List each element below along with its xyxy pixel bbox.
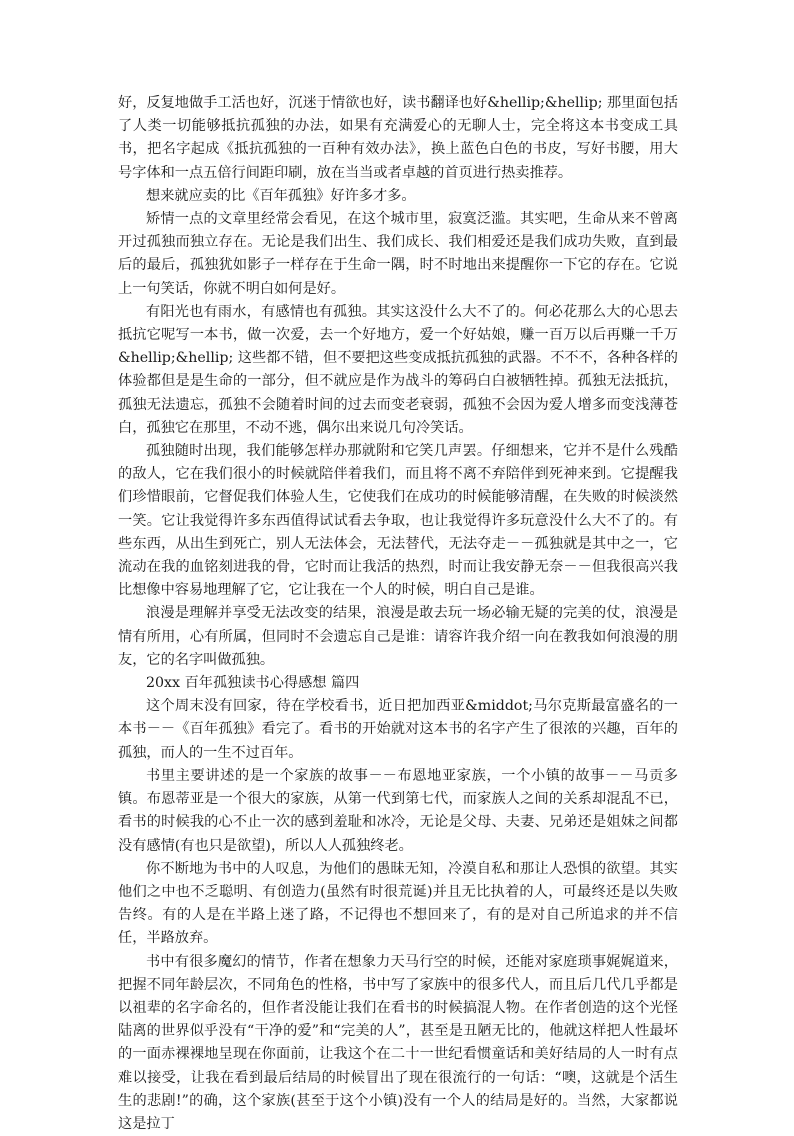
paragraph: 这个周末没有回家，待在学校看书，近日把加西亚&middot;马尔克斯最富盛名的一本书－－《百年孤独》看完了。看书的开始就对这本书的名字产生了很浓的兴趣，百年的孤独，而人的一生不过百年。 [118,698,678,761]
paragraph: 有阳光也有雨水，有感情也有孤独。其实这没什么大不了的。何必花那么大的心思去抵抗它呢写一本书，做一次爱，去一个好地方，爱一个好姑娘，赚一百万以后再赚一千万&hellip;&hellip; 这些都不错，但不要把这些变成抵抗孤独的武器。不不不，各种各样的体验都但是是生命的一部分，但不就应是作为战斗的筹码白白被牺牲掉。孤独无法抵抗，孤独无法遗忘，孤独不会随着时间的过去而变老衰弱，孤独不会因为爱人增多而变浅薄苍白，孤独它在那里，不动不逃，偶尔出来说几句冷笑话。 [118,303,678,436]
paragraph: 你不断地为书中的人叹息，为他们的愚昧无知，冷漠自私和那让人恐惧的欲望。其实他们之中也不乏聪明、有创造力(虽然有时很荒诞)并且无比执着的人，可最终还是以失败告终。有的人是在半路上迷了路，不记得也不想回来了，有的是对自己所追求的并不信任，半路放弃。 [118,860,678,947]
paragraph: 书里主要讲述的是一个家族的故事－－布恩地亚家族，一个小镇的故事－－马贡多镇。布恩蒂亚是一个很大的家族，从第一代到第七代，而家族人之间的关系却混乱不已，看书的时候我的心不止一次的感到羞耻和冰冷，无论是父母、夫妻、兄弟还是姐妹之间都没有感情(有也只是欲望)，所以人人孤独终老。 [118,767,678,854]
paragraph: 想来就应卖的比《百年孤独》好许多才多。 [146,187,416,204]
paragraph: 书中有很多魔幻的情节，作者在想象力天马行空的时候，还能对家庭琐事娓娓道来，把握不同年龄层次，不同角色的性格，书中写了家族中的很多代人，而且后几代几乎都是以祖辈的名字命名的，但作者没能让我们在看书的时候搞混人物。在作者创造的这个光怪陆离的世界似乎没有“干净的爱”和“完美的人”，甚至是丑陋无比的，他就这样把人性最坏的一面赤裸裸地呈现在你面前，让我这个在二十一世纪看惯童话和美好结局的人一时有点难以接受，让我在看到最后结局的时候冒出了现在很流行的一句话：“噢，这就是个活生生的悲剧!”的确，这个家族(甚至于这个小镇)没有一个人的结局是好的。当然，大家都说这是拉丁 [118,953,678,1132]
section-heading: 20xx 百年孤独读书心得感想 篇四 [146,675,360,692]
paragraph: 矫情一点的文章里经常会看见，在这个城市里，寂寞泛滥。其实吧，生命从来不曾离开过孤独而独立存在。无论是我们出生、我们成长、我们相爱还是我们成功失败，直到最后的最后，孤独犹如影子一样存在于生命一隅，时不时地出来提醒你一下它的存在。它说上一句笑话，你就不明白如何是好。 [118,211,678,297]
paragraph: 浪漫是理解并享受无法改变的结果，浪漫是敢去玩一场必输无疑的完美的仗，浪漫是情有所用，心有所属，但同时不会遗忘自己是谁：请容许我介绍一向在教我如何浪漫的朋友，它的名字叫做孤独。 [118,605,678,668]
paragraph-continuation: 好，反复地做手工活也好，沉迷于情欲也好，读书翻译也好&hellip;&hellip; 那里面包括了人类一切能够抵抗孤独的办法，如果有充满爱心的无聊人士，完全将这本书变成工具书，把名字起成《抵抗孤独的一百种有效办法》，换上蓝色白色的书皮，写好书腰，用大号字体和一点五倍行间距印刷，放在当当或者卓越的首页进行热卖推荐。 [118,95,678,181]
paragraph: 孤独随时出现，我们能够怎样办那就附和它笑几声罢。仔细想来，它并不是什么残酷的敌人，它在我们很小的时候就陪伴着我们，而且将不离不弃陪伴到死神来到。它提醒我们珍惜眼前，它督促我们体验人生，它使我们在成功的时候能够清醒，在失败的时候淡然一笑。它让我觉得许多东西值得试试看去争取，也让我觉得许多玩意没什么大不了的。有些东西，从出生到死亡，别人无法体会，无法替代，无法夺走－－孤独就是其中之一，它流动在我的血铭刻进我的骨，它时而让我活的热烈，时而让我安静无奈－－但我很高兴我比想像中容易地理解了它，它让我在一个人的时候，明白自己是谁。 [118,443,678,599]
document-page [118,92,678,1136]
